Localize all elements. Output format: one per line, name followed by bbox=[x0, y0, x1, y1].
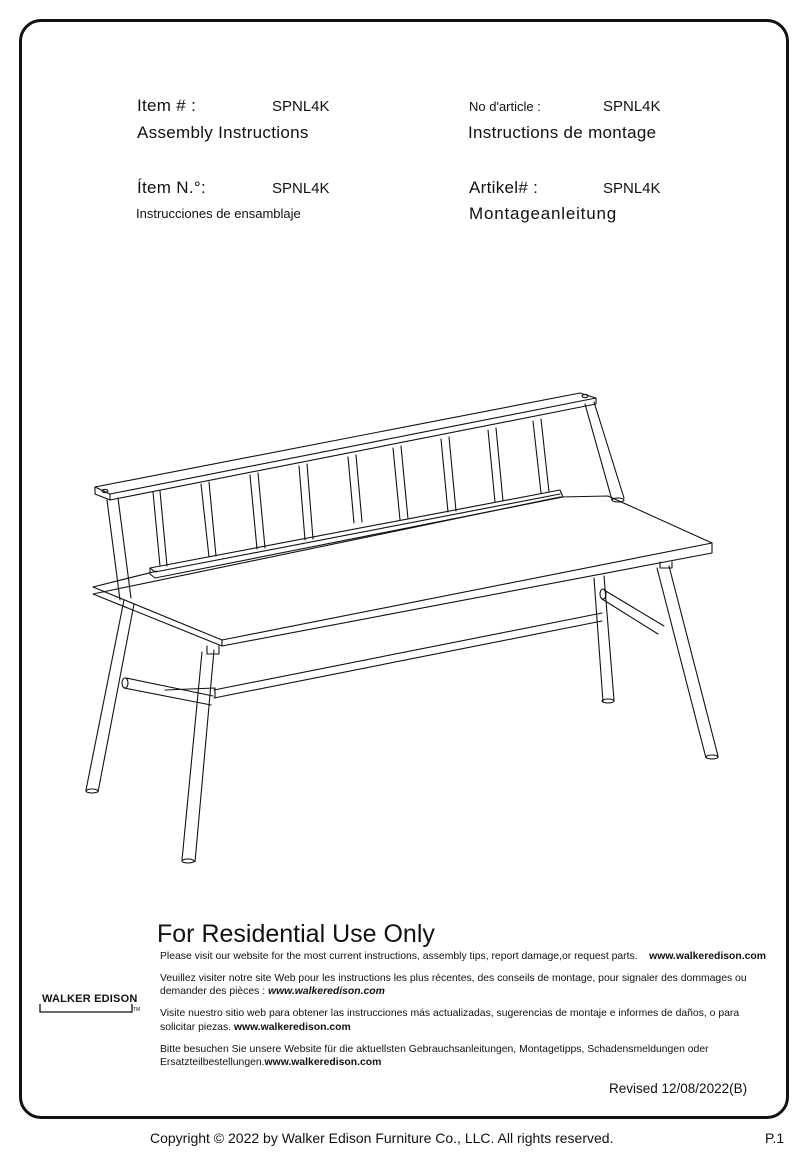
note-de-website-link[interactable]: www.walkeredison.com bbox=[264, 1057, 382, 1069]
note-en bbox=[160, 950, 766, 964]
es-item-label: Ítem N.°: bbox=[137, 178, 207, 197]
bench-line-drawing-icon bbox=[80, 378, 730, 868]
de-item-value: SPNL4K bbox=[603, 180, 661, 197]
logo-bracket-icon bbox=[38, 990, 142, 1020]
note-de bbox=[160, 1043, 766, 1070]
page-number: P.1 bbox=[765, 1130, 785, 1146]
note-es-website-link[interactable]: www.walkeredison.com bbox=[233, 1021, 351, 1033]
note-es bbox=[160, 1007, 766, 1034]
note-en-text: Please visit our website for the most current instructions, assembly tips, report damage,or request parts. bbox=[160, 951, 638, 962]
de-title: Montageanleitung bbox=[469, 204, 617, 223]
note-de-text: Bitte besuchen Sie unsere Website für die aktuellsten Gebrauchsanleitungen, Montagetipps, Schadensmeldungen oder Ersatzteilbestellungen. bbox=[160, 1043, 709, 1069]
copyright-notice: Copyright © 2022 by Walker Edison Furniture Co., LLC. All rights reserved. bbox=[150, 1130, 614, 1146]
note-en-website-link[interactable]: www.walkeredison.com bbox=[649, 951, 766, 962]
logo-tm: TM bbox=[133, 1007, 141, 1013]
back-spindles bbox=[153, 419, 549, 566]
de-item-label: Artikel# : bbox=[469, 178, 539, 197]
back-stretcher bbox=[602, 590, 664, 634]
residential-use-title: For Residential Use Only bbox=[157, 920, 435, 948]
note-es-text: Visite nuestro sitio web para obtener las instrucciones más actualizadas, sugerencias de montaje e informes de daños, o para solicitar piezas. bbox=[160, 1008, 740, 1033]
seat bbox=[93, 496, 712, 646]
logo-text: WALKER EDISON bbox=[42, 993, 138, 1005]
note-fr-text: Veuillez visiter notre site Web pour les instructions les plus récentes, des conseils de montage, pour signaler des dommages ou demander des pièces : bbox=[160, 972, 747, 998]
fr-item-label: No d'article : bbox=[469, 99, 541, 114]
fr-title: Instructions de montage bbox=[468, 123, 657, 142]
en-item-value: SPNL4K bbox=[272, 98, 330, 115]
en-item-label: Item # : bbox=[137, 96, 197, 115]
lower-back-rail bbox=[150, 490, 563, 578]
fr-item-value: SPNL4K bbox=[603, 98, 661, 115]
en-title: Assembly Instructions bbox=[137, 123, 309, 142]
walker-edison-logo bbox=[38, 990, 142, 1020]
note-fr bbox=[160, 972, 766, 999]
website-notes bbox=[160, 950, 766, 1070]
long-stretcher bbox=[214, 613, 602, 698]
note-fr-website-link[interactable]: www.walkeredison.com bbox=[268, 986, 385, 998]
revision-date: Revised 12/08/2022(B) bbox=[609, 1081, 748, 1096]
es-item-value: SPNL4K bbox=[272, 180, 330, 197]
es-title: Instrucciones de ensamblaje bbox=[136, 206, 301, 221]
top-rail bbox=[95, 393, 596, 500]
